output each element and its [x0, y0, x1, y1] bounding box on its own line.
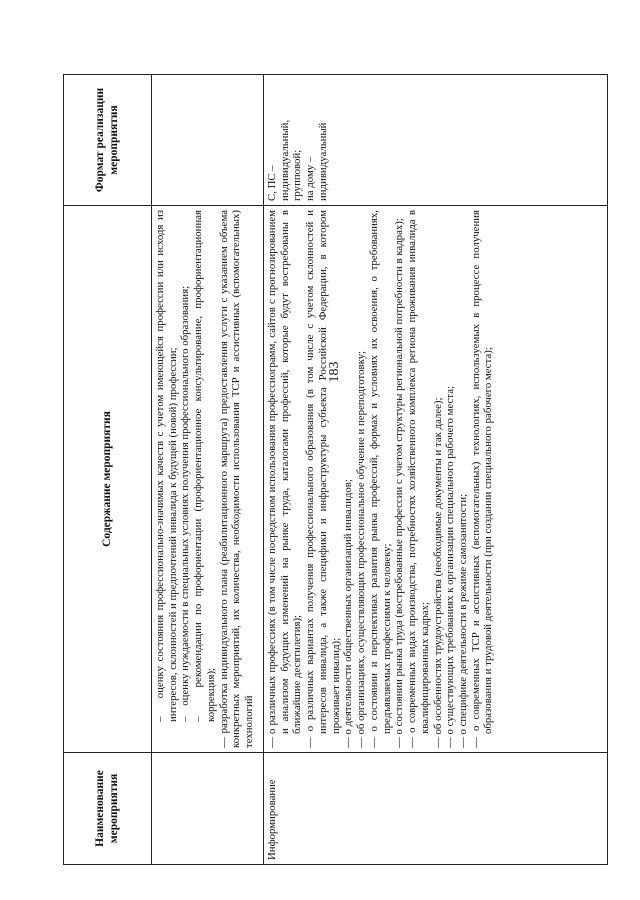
- list-item: — о современных ТСР и ассистивных (вспомогательных) технологиях, используемых в процессе получения образования и трудовой деятельности (при создании специального рабочего места);: [469, 210, 495, 748]
- header-content: Содержание мероприятия: [64, 206, 152, 753]
- table-row: [152, 75, 264, 865]
- page-number: 183: [327, 361, 342, 383]
- list-item: — о деятельности общественных организаций инвалидов;: [342, 479, 355, 748]
- list-item: — о состоянии и перспективах развития рынка профессий, формах и условиях их освоения, о требованиях, предъявляемых профессиями к человеку;: [367, 210, 393, 748]
- list-item: — об особенностях трудоустройства (необходимые документы и так далее);: [431, 397, 444, 748]
- list-item: – оценку состояния профессионально-значимых качеств с учетом имеющейся профессии или исходя из интересов, склонностей и предпочтений инвалида к будущей (новой) профессии;: [154, 210, 179, 722]
- format-line: индивидуальный: [316, 122, 329, 201]
- table-header-row: [64, 75, 152, 865]
- row1-format: [152, 75, 264, 206]
- rotated-table-page: [63, 75, 608, 865]
- activities-table: [63, 74, 608, 865]
- row1-content: [152, 206, 264, 753]
- format-line: С, ПС –: [266, 165, 278, 201]
- list-item: – оценку нуждаемости в специальных условиях получения профессионального образования;: [179, 285, 192, 722]
- header-format: Формат реализации мероприятия: [64, 75, 152, 206]
- format-line: индивидуальный, групповой;: [278, 119, 304, 201]
- row2-name: Информирование: [264, 753, 608, 865]
- list-item: — об организациях, осуществляющих профессиональное обучение и переподготовку;: [355, 351, 368, 748]
- format-line: на дому –: [304, 156, 317, 201]
- list-item: — о специфике деятельности в режиме самозанятости;: [457, 493, 470, 748]
- row2-format: [264, 75, 608, 206]
- list-item: — разработка индивидуального плана (реабилитационного маршрута) предоставления услуги с указанием объема конкретных мероприятий, их количества, необходимости использования ТСР и ассистивных (вспомогательных) технологий: [217, 210, 256, 748]
- row2-content: [264, 206, 608, 753]
- list-item: – рекомендации по профориентации (профориентационное консультирование, профориентационная коррекция);: [192, 210, 217, 722]
- list-item: — о существующих требованиях к организации специального рабочего места;: [444, 386, 457, 748]
- list-item: — о современных видах производства, потребностях хозяйственного комплекса региона проживания инвалида в квалифицированных кадрах;: [406, 210, 431, 748]
- list-item: — о различных профессиях (в том числе посредством использования профессиограмм, сайтов с прогнозированием и анализом будущих изменений на рынке труда, каталогами профессий, которые будут востребованы в ближайшие десятилетия);: [266, 210, 304, 748]
- table-row: [264, 75, 608, 865]
- list-item: — о различных вариантах получения профессионального образования (в том числе с учетом склонностей и интересов инвалида, а также специфики и инфраструктуры субъекта Российской Федерации, в котором проживает инвалид);: [304, 210, 342, 748]
- header-name: Наименование мероприятия: [64, 753, 152, 865]
- row1-name: [152, 753, 264, 865]
- list-item: — о состоянии рынка труда (востребованные профессии с учетом структуры региональной потребности в кадрах);: [393, 218, 406, 748]
